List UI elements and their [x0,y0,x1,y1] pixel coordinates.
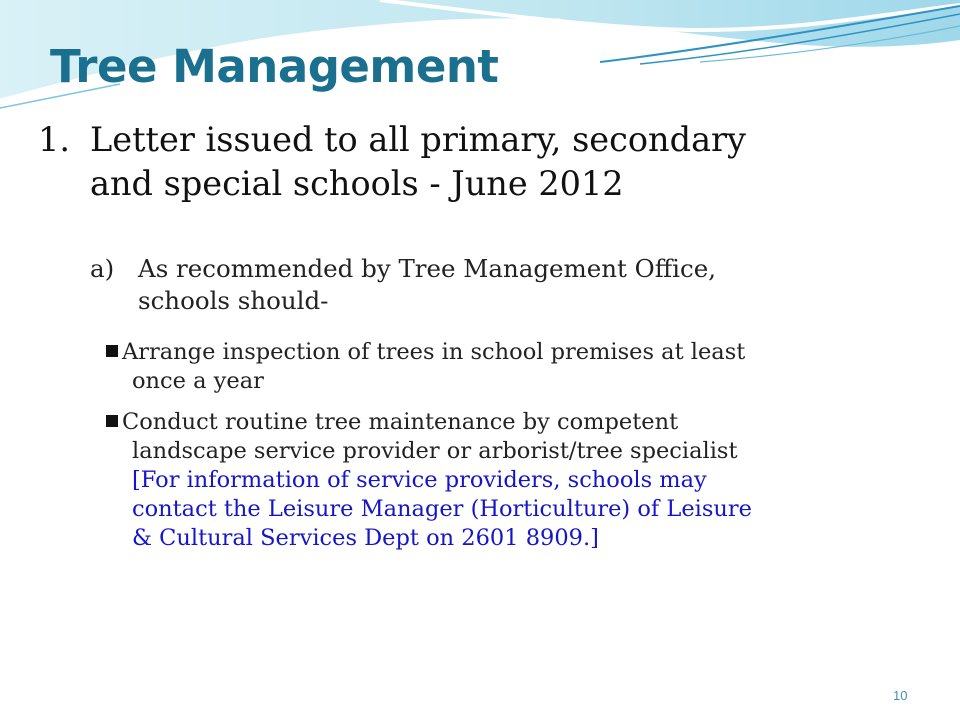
item-1a [90,253,910,317]
item-1a-line-2: schools should- [138,286,329,315]
note-line-3: & Cultural Services Dept on 2601 8909.] [132,525,599,551]
note-line-1: [For information of service providers, schools may [132,467,707,493]
bullet-2-line-1: Conduct routine tree maintenance by competent [122,409,679,435]
item-1-line-1: Letter issued to all primary, secondary [90,120,746,159]
note-line-2: contact the Leisure Manager (Horticulture) of Leisure [132,496,752,522]
slide-title: Tree Management [50,40,499,93]
bullet-1-line-1: Arrange inspection of trees in school premises at least [122,339,746,365]
square-bullet-icon [106,345,118,357]
bullet-inspection [106,338,906,396]
item-1 [38,118,918,206]
item-1a-line-1: As recommended by Tree Management Office, [138,254,717,283]
bullet-1-line-2: once a year [132,368,264,394]
page-number: 10 [893,688,908,703]
item-1-line-2: and special schools - June 2012 [90,164,624,203]
item-1a-marker: a) [90,254,115,283]
bullet-2-line-2: landscape service provider or arborist/tree specialist [132,438,738,464]
item-1-number: 1. [38,120,70,159]
bullet-maintenance [106,408,906,553]
square-bullet-icon [106,415,118,427]
